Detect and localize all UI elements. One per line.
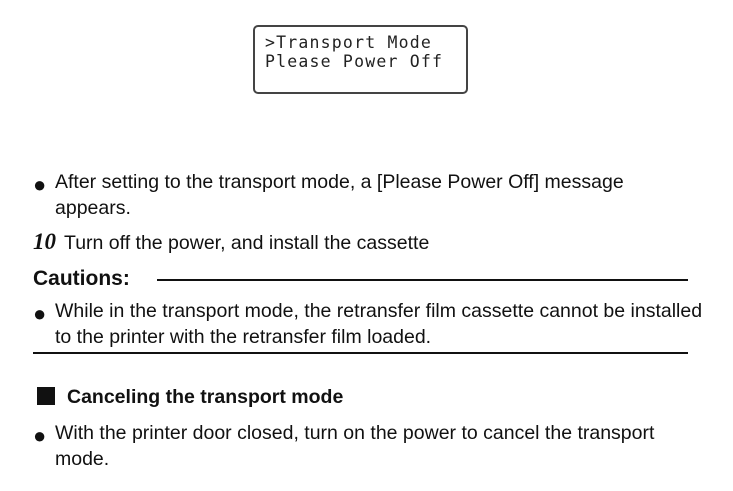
bullet-icon: ● bbox=[33, 423, 47, 448]
note-after-setting bbox=[33, 169, 703, 221]
bullet-icon: ● bbox=[33, 172, 47, 197]
lcd-display-panel bbox=[253, 25, 468, 94]
caution-item bbox=[33, 298, 703, 350]
note-after-setting-text: After setting to the transport mode, a [Please Power Off] message appears. bbox=[55, 171, 624, 219]
step-text: Turn off the power, and install the cassette bbox=[64, 232, 430, 254]
caution-item-text: While in the transport mode, the retransfer film cassette cannot be installed to the printer with the retransfer film loaded. bbox=[55, 300, 703, 348]
bullet-icon: ● bbox=[33, 301, 47, 326]
lcd-line-2: Please Power Off bbox=[265, 52, 444, 71]
section-title: Canceling the transport mode bbox=[67, 386, 344, 408]
cautions-top-rule bbox=[157, 279, 688, 281]
square-bullet-icon bbox=[37, 387, 55, 405]
cautions-bottom-rule bbox=[33, 352, 688, 354]
section-item bbox=[33, 420, 703, 472]
section-item-text: With the printer door closed, turn on the power to cancel the transport mode. bbox=[55, 422, 655, 470]
lcd-line-1: >Transport Mode bbox=[265, 33, 433, 52]
cautions-title: Cautions: bbox=[33, 267, 130, 290]
step-10 bbox=[33, 229, 429, 256]
step-number: 10 bbox=[33, 229, 56, 254]
cautions-heading bbox=[33, 265, 688, 293]
